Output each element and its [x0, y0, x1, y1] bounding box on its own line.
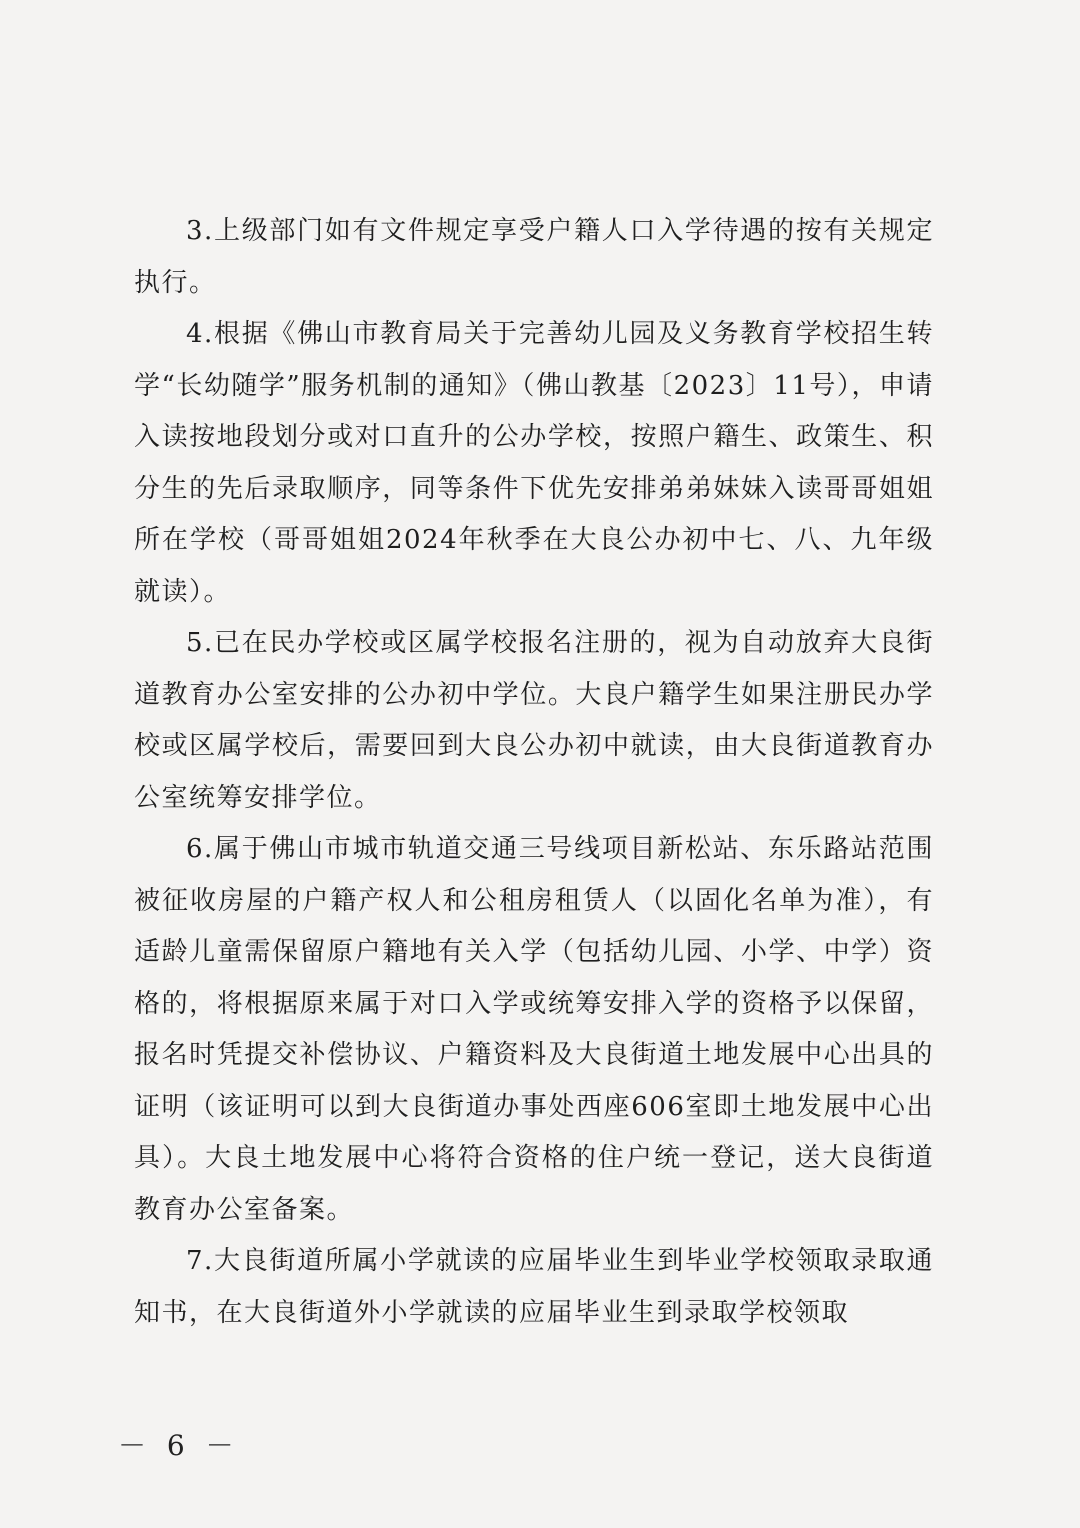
paragraph-item-7: 7.大良街道所属小学就读的应届毕业生到毕业学校领取录取通知书，在大良街道外小学就读的应届毕业生到录取学校领取: [134, 1246, 934, 1328]
document-body: [134, 206, 934, 1339]
paragraph-item-4: 4.根据《佛山市教育局关于完善幼儿园及义务教育学校招生转学“长幼随学”服务机制的通知》（佛山教基〔2023〕11号），申请入读按地段划分或对口直升的公办学校，按照户籍生、政策生、积分生的先后录取顺序，同等条件下优先安排弟弟妹妹入读哥哥姐姐所在学校（哥哥姐姐2024年秋季在大良公办初中七、八、九年级就读）。: [134, 319, 934, 607]
page-number: － 6 －: [118, 1429, 240, 1462]
paragraph-item-6: 6.属于佛山市城市轨道交通三号线项目新松站、东乐路站范围被征收房屋的户籍产权人和公租房租赁人（以固化名单为准），有适龄儿童需保留原户籍地有关入学（包括幼儿园、小学、中学）资格的，将根据原来属于对口入学或统筹安排入学的资格予以保留，报名时凭提交补偿协议、户籍资料及大良街道土地发展中心出具的证明（该证明可以到大良街道办事处西座606室即土地发展中心出具）。大良土地发展中心将符合资格的住户统一登记，送大良街道教育办公室备案。: [134, 834, 934, 1225]
paragraph-item-3: 3.上级部门如有文件规定享受户籍人口入学待遇的按有关规定执行。: [134, 216, 934, 298]
paragraph-item-5: 5.已在民办学校或区属学校报名注册的，视为自动放弃大良街道教育办公室安排的公办初中学位。大良户籍学生如果注册民办学校或区属学校后，需要回到大良公办初中就读，由大良街道教育办公室统筹安排学位。: [134, 628, 934, 813]
